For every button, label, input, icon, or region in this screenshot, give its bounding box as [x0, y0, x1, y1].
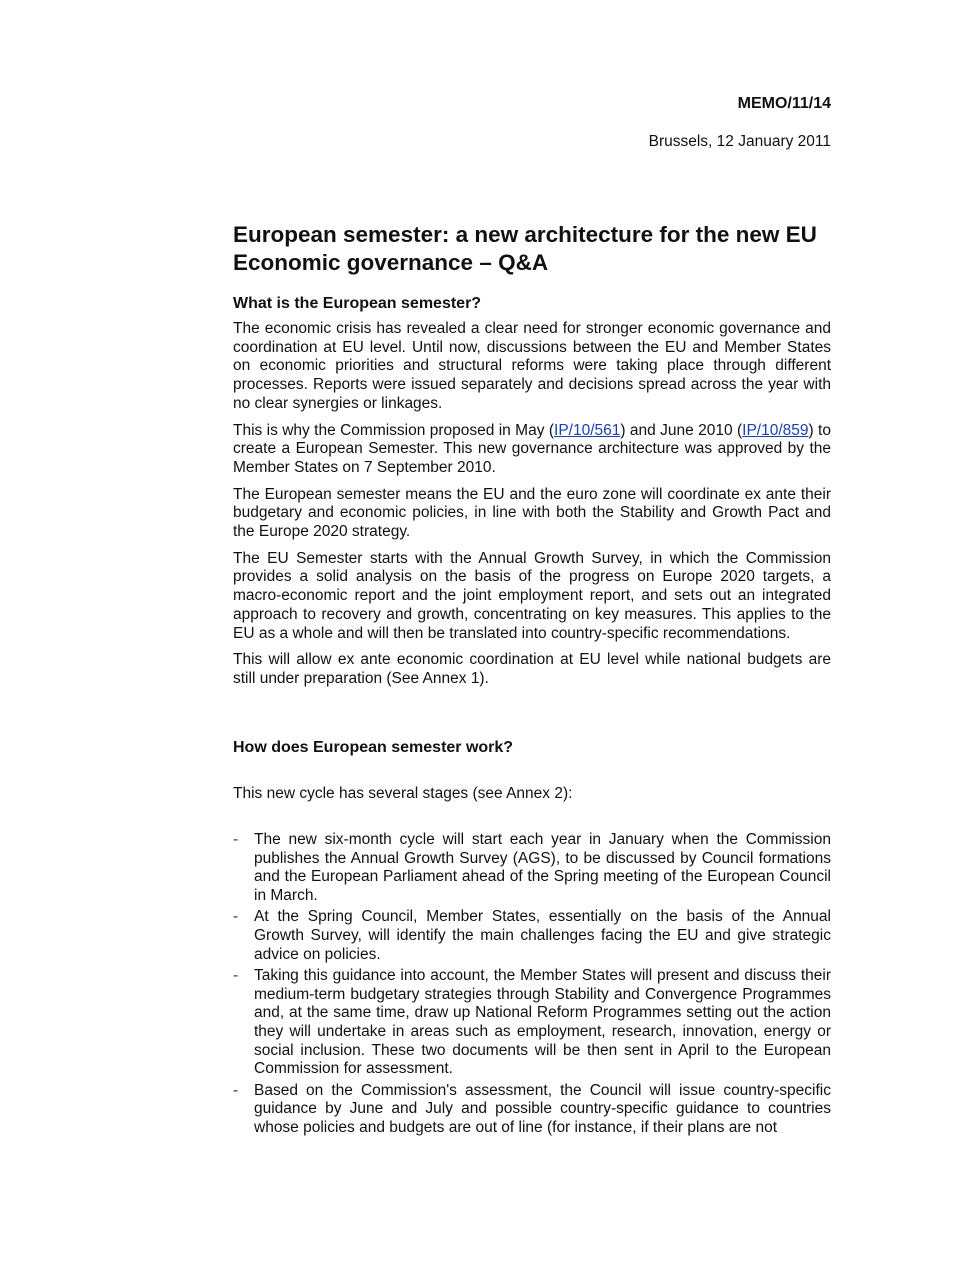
dash-bullet: -: [233, 966, 239, 984]
paragraph-5: This will allow ex ante economic coordination at EU level while national budgets are still under preparation (See Annex 1).: [233, 651, 831, 687]
link-ip-10-561[interactable]: IP/10/561: [554, 421, 621, 439]
memo-reference: MEMO/11/14: [737, 95, 831, 112]
list-item: [233, 967, 831, 1079]
paragraph-2: [233, 422, 831, 478]
paragraph-2-text-1: This is why the Commission proposed in May (: [233, 421, 555, 439]
section-heading-what: What is the European semester?: [233, 295, 482, 312]
list-item-text: Taking this guidance into account, the Member States will present and discuss their medium-term budgetary strategies through Stability and Convergence Programmes and, at the same time, draw up National Reform Programmes setting out the action they will undertake in areas such as employment, research, innovation, energy or social inclusion. These two documents will be then sent in April to the European Commission for assessment.: [254, 966, 831, 1078]
list-item: [233, 831, 831, 906]
section-what-body: [233, 320, 831, 697]
memo-place-date: Brussels, 12 January 2011: [648, 133, 831, 150]
paragraph-2-text-2: ) and June 2010 (: [620, 421, 743, 439]
paragraph-4: The EU Semester starts with the Annual Growth Survey, in which the Commission provides a solid analysis on the basis of the progress on Europe 2020 targets, a macro-economic report and the joint employment report, and sets out an integrated approach to recovery and growth, concentrating on key measures. This applies to the EU as a whole and will then be translated into country-specific recommendations.: [233, 549, 831, 642]
dash-bullet: -: [233, 1081, 239, 1099]
list-item-text: At the Spring Council, Member States, essentially on the basis of the Annual Growth Survey, will identify the main challenges facing the EU and give strategic advice on policies.: [254, 908, 831, 963]
document-page: [233, 0, 831, 1280]
list-item-text: Based on the Commission's assessment, the Council will issue country-specific guidance by June and July and possible country-specific guidance to countries whose policies and budgets are out of line (for instance, if their plans are not: [254, 1081, 831, 1137]
list-item: [233, 908, 831, 964]
list-item: [233, 1082, 831, 1138]
document-title: European semester: a new architecture for the new EU Economic governance – Q&A: [233, 222, 817, 275]
link-ip-10-859[interactable]: IP/10/859: [742, 421, 809, 439]
stages-list: [233, 831, 831, 1140]
dash-bullet: -: [233, 831, 239, 848]
list-item-text: The new six-month cycle will start each year in January when the Commission publishes the Annual Growth Survey (AGS), to be discussed by Council formations and the European Parliament ahead of the Spring meeting of the European Council in March.: [254, 831, 831, 905]
dash-bullet: -: [233, 908, 239, 926]
stages-intro: This new cycle has several stages (see Annex 2):: [233, 785, 573, 802]
paragraph-1: The economic crisis has revealed a clear need for stronger economic governance and coordination at EU level. Until now, discussions between the EU and Member States on economic priorities and structural reforms were taking place through different processes. Reports were issued separately and decisions spread across the year with no clear synergies or linkages.: [233, 320, 831, 412]
paragraph-2-text-3: ) to create a European Semester. This new governance architecture was approved by the Member States on 7 September 2010.: [233, 421, 831, 476]
paragraph-3: The European semester means the EU and the euro zone will coordinate ex ante their budgetary and economic policies, in line with both the Stability and Growth Pact and the Europe 2020 strategy.: [233, 485, 831, 541]
section-heading-how: How does European semester work?: [233, 739, 514, 756]
